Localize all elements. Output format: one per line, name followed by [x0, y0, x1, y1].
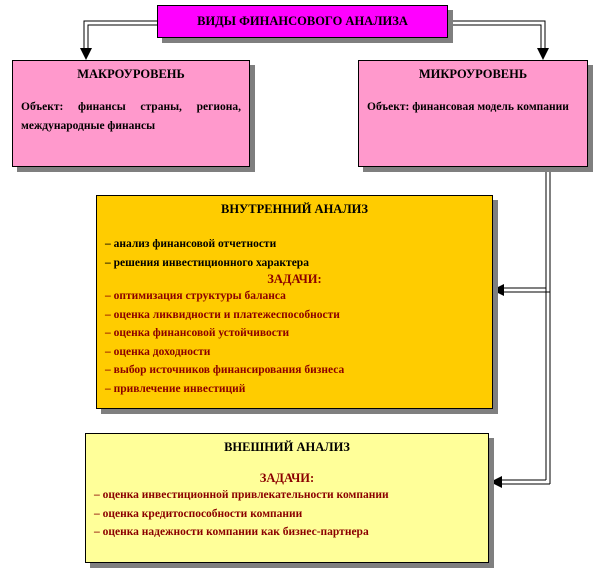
list-item: – анализ финансовой отчетности: [105, 235, 484, 254]
title-box: [157, 5, 448, 38]
macro-level-object: Объект: финансы страны, региона, международные финансы: [21, 101, 241, 132]
list-item: – оценка инвестиционной привлекательности компании: [94, 486, 480, 505]
internal-analysis-items: [105, 235, 484, 272]
list-item: – оценка кредитоспособности компании: [94, 505, 480, 524]
macro-level-box: [12, 60, 250, 167]
list-item: – оптимизация структуры баланса: [105, 287, 484, 306]
internal-tasks-label: ЗАДАЧИ:: [267, 272, 322, 286]
arrow-head-external: [490, 476, 502, 488]
list-item: – решения инвестиционного характера: [105, 254, 484, 273]
list-item: – оценка финансовой устойчивости: [105, 324, 484, 343]
list-item: – оценка ликвидности и платежеспособности: [105, 306, 484, 325]
page-title: ВИДЫ ФИНАНСОВОГО АНАЛИЗА: [197, 14, 408, 28]
external-analysis-title: ВНЕШНИЙ АНАЛИЗ: [224, 440, 350, 454]
internal-tasks-list: [105, 287, 484, 398]
arrow-head-micro: [537, 48, 549, 60]
micro-level-box: [358, 60, 588, 167]
list-item: – оценка доходности: [105, 343, 484, 362]
arrow-head-internal: [492, 284, 504, 296]
external-tasks-label: ЗАДАЧИ:: [259, 471, 315, 485]
micro-level-title: МИКРОУРОВЕНЬ: [418, 67, 528, 81]
micro-level-object: Объект: финансовая модель компании: [367, 101, 569, 113]
internal-analysis-box: [96, 195, 493, 409]
list-item: – привлечение инвестиций: [105, 380, 484, 399]
macro-level-title: МАКРОУРОВЕНЬ: [77, 67, 185, 81]
list-item: – выбор источников финансирования бизнеса: [105, 361, 484, 380]
arrow-head-macro: [80, 48, 92, 60]
external-analysis-box: [85, 433, 489, 563]
external-tasks-list: [94, 486, 480, 542]
list-item: – оценка надежности компании как бизнес-партнера: [94, 523, 480, 542]
internal-analysis-title: ВНУТРЕННИЙ АНАЛИЗ: [221, 202, 368, 216]
